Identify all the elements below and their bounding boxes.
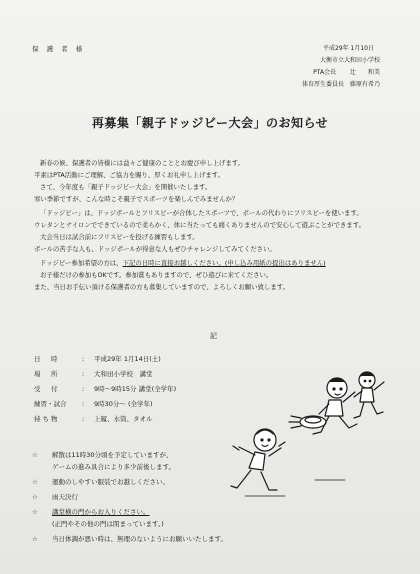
- detail-label: 練習・試合: [34, 400, 67, 408]
- detail-value: 平成29年 1月14日(土): [94, 355, 161, 363]
- star-icon: ☆: [32, 493, 38, 501]
- detail-value: 9時～9時15分 講堂(全学年): [94, 385, 177, 393]
- star-icon: ☆: [32, 478, 38, 486]
- detail-row: 受 付 : 9時～9時15分 講堂(全学年): [34, 385, 177, 393]
- dodgebee-children-illustration: [225, 360, 395, 510]
- note-item: [32, 479, 169, 486]
- detail-label: 持ち物: [34, 415, 60, 423]
- note-text: 解散は11時30分頃を予定していますが、: [52, 451, 173, 459]
- body-line: ウレタンとナイロンでできているので柔らかく、体に当たっても痛くありませんので安心して遊ぶことができます。: [34, 221, 365, 229]
- detail-row: 日 時 : 平成29年 1月14日(土): [34, 355, 161, 363]
- detail-row: 練習・試合 : 9時30分～ (全学年): [34, 400, 153, 408]
- star-icon: ☆: [32, 451, 38, 459]
- note-item-cont: (正門やその他の門は閉まっています。): [52, 520, 164, 528]
- detail-label: 場 所: [34, 370, 60, 378]
- body-line: また、当日お手伝い頂ける保護者の方も募集していますので、よろしくお願い致します。: [34, 283, 289, 291]
- note-item: [32, 494, 78, 501]
- note-text: 運動のしやすい服装でお越しください。: [52, 478, 169, 486]
- body-line: お子様だけの参加もOKです。参加賞もありますので、ぜひ遊びに来てください。: [40, 271, 273, 279]
- detail-value: 大和田小学校 講堂: [94, 370, 153, 378]
- child-runner-right-icon: [354, 372, 384, 418]
- detail-value: 9時30分～ (全学年): [94, 400, 153, 408]
- note-item: [32, 509, 150, 516]
- body-line-part: ドッジビー参加希望の方は、: [40, 259, 123, 267]
- pta-president: PTA会長 辻 和美: [313, 69, 380, 76]
- page-title: 再募集「親子ドッジビー大会」のお知らせ: [91, 116, 329, 130]
- body-line: さて、今年度も「親子ドッジビー大会」を開催いたします。: [40, 183, 212, 191]
- note-item-cont: ゲームの進み具合により多少前後します。: [52, 463, 175, 471]
- note-item: [32, 452, 173, 459]
- recipient: 保 護 者 様: [32, 45, 86, 53]
- body-line: 「ドッジビー」は、ドッジボールとフリスビーが合体したスポーツで、ボールの代わりにフリスビーを使います。: [40, 209, 363, 217]
- detail-row: 場 所 : 大和田小学校 講堂: [34, 370, 153, 378]
- body-line: ボールの苦手な人も、ドッジボールが得意な人もぜひチャレンジしてみてください。: [34, 245, 276, 253]
- star-icon: ☆: [32, 535, 38, 543]
- committee-chair: 体育厚生委員長 藤原有希乃: [301, 81, 380, 88]
- frisbee-icon: [289, 416, 326, 428]
- school-name: 大衡市立大和田小学校: [319, 57, 380, 64]
- detail-value: 上履、水筒、タオル: [94, 415, 153, 423]
- note-text: 当日体調が悪い時は、無理のないようにお願いいたします。: [52, 535, 227, 543]
- note-item: [32, 536, 227, 543]
- body-line: 寒い季節ですが、こんな時こそ親子でスポーツを楽しんでみませんか？: [34, 195, 239, 203]
- date: 平成29年 1月10日: [323, 45, 374, 52]
- body-line: 新春の候、保護者の皆様には益々ご健康のこととお慶び申し上げます。: [40, 159, 244, 167]
- detail-label: 受 付: [34, 385, 60, 393]
- star-icon: ☆: [32, 508, 38, 516]
- detail-label: 日 時: [34, 355, 60, 363]
- note-text: 講堂横の門からお入りください。: [52, 508, 150, 516]
- ki-heading: 記: [210, 332, 217, 340]
- child-runner-left-icon: [231, 429, 285, 490]
- note-text: 雨天決行: [52, 493, 78, 501]
- body-line: 大会当日は試合前にフリスビーを投げる練習もします。: [40, 233, 199, 241]
- detail-row: 持ち物 : 上履、水筒、タオル: [34, 415, 153, 423]
- underlined-instruction: 下記の日時に直接お越しください。(申し込み用紙の提出はありません): [122, 259, 326, 267]
- body-line: [40, 260, 326, 266]
- body-line: 平素はPTA活動にご理解、ご協力を賜り、厚くお礼申し上げます。: [34, 171, 225, 179]
